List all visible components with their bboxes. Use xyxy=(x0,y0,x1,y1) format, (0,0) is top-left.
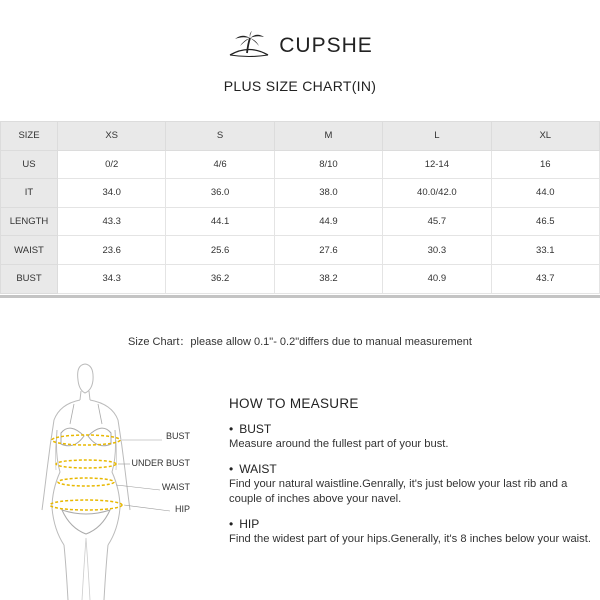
body-measurement-figure xyxy=(30,360,200,600)
section-title: HIP xyxy=(239,516,260,531)
table-row xyxy=(1,236,600,265)
table-cell: 27.6 xyxy=(274,236,382,265)
table-cell: 46.5 xyxy=(491,207,599,236)
table-cell: 25.6 xyxy=(166,236,274,265)
section-heading xyxy=(229,462,594,477)
row-label: BUST xyxy=(1,264,58,293)
size-table xyxy=(0,121,600,294)
how-to-measure-panel xyxy=(229,396,594,556)
row-label: LENGTH xyxy=(1,207,58,236)
table-cell: 38.0 xyxy=(274,179,382,208)
table-cell: 44.0 xyxy=(491,179,599,208)
row-label: US xyxy=(1,150,58,179)
bullet-icon: • xyxy=(229,516,234,531)
table-cell: 44.9 xyxy=(274,207,382,236)
bust-label: BUST xyxy=(165,431,190,441)
table-cell: 38.2 xyxy=(274,264,382,293)
hip-section xyxy=(229,517,594,548)
under-bust-label: UNDER BUST xyxy=(131,458,190,468)
section-heading xyxy=(229,517,594,532)
hip-label: HIP xyxy=(174,504,190,514)
table-cell: 43.7 xyxy=(491,264,599,293)
section-heading xyxy=(229,422,594,437)
size-table-wrapper xyxy=(0,121,600,298)
table-cell: 30.3 xyxy=(383,236,491,265)
table-cell: 36.0 xyxy=(166,179,274,208)
table-cell: 40.9 xyxy=(383,264,491,293)
bullet-icon: • xyxy=(229,461,234,476)
page-title: PLUS SIZE CHART(IN) xyxy=(223,78,377,94)
section-description: Find your natural waistline.Genrally, it's just below your last rib and a couple of inches above your navel. xyxy=(229,477,568,505)
table-cell: 8/10 xyxy=(274,150,382,179)
table-cell: 12-14 xyxy=(383,150,491,179)
table-cell: 40.0/42.0 xyxy=(383,179,491,208)
column-header: SIZE xyxy=(1,122,58,151)
how-to-measure-title: HOW TO MEASURE xyxy=(229,396,359,411)
table-cell: 4/6 xyxy=(166,150,274,179)
table-cell: 44.1 xyxy=(166,207,274,236)
table-cell: 0/2 xyxy=(58,150,166,179)
table-cell: 43.3 xyxy=(58,207,166,236)
table-cell: 16 xyxy=(491,150,599,179)
row-label: WAIST xyxy=(1,236,58,265)
waist-section xyxy=(229,462,594,508)
table-cell: 23.6 xyxy=(58,236,166,265)
column-header: XS xyxy=(58,122,166,151)
palm-tree-island-icon xyxy=(227,31,271,61)
column-header: XL xyxy=(491,122,599,151)
waist-label: WAIST xyxy=(161,482,190,492)
row-label: IT xyxy=(1,179,58,208)
column-header: S xyxy=(166,122,274,151)
table-row xyxy=(1,150,600,179)
table-cell: 34.3 xyxy=(58,264,166,293)
table-cell: 45.7 xyxy=(383,207,491,236)
column-header: M xyxy=(274,122,382,151)
section-description: Measure around the fullest part of your bust. xyxy=(229,438,449,450)
column-header: L xyxy=(383,122,491,151)
body-outline-illustration xyxy=(30,360,200,600)
table-cell: 36.2 xyxy=(166,264,274,293)
brand-name: CUPSHE xyxy=(279,34,373,57)
table-cell: 33.1 xyxy=(491,236,599,265)
brand-logo xyxy=(0,28,600,64)
measurement-note: Size Chart：please allow 0.1"- 0.2"differs due to manual measurement xyxy=(128,336,472,348)
table-row xyxy=(1,207,600,236)
bust-section xyxy=(229,422,594,453)
bullet-icon: • xyxy=(229,422,234,436)
section-description: Find the widest part of your hips.Generally, it's 8 inches below your waist. xyxy=(229,532,591,545)
section-title: BUST xyxy=(239,422,272,436)
table-cell: 34.0 xyxy=(58,179,166,208)
table-header-row xyxy=(1,122,600,151)
table-row xyxy=(1,179,600,208)
table-row xyxy=(1,264,600,293)
section-title: WAIST xyxy=(239,461,277,476)
